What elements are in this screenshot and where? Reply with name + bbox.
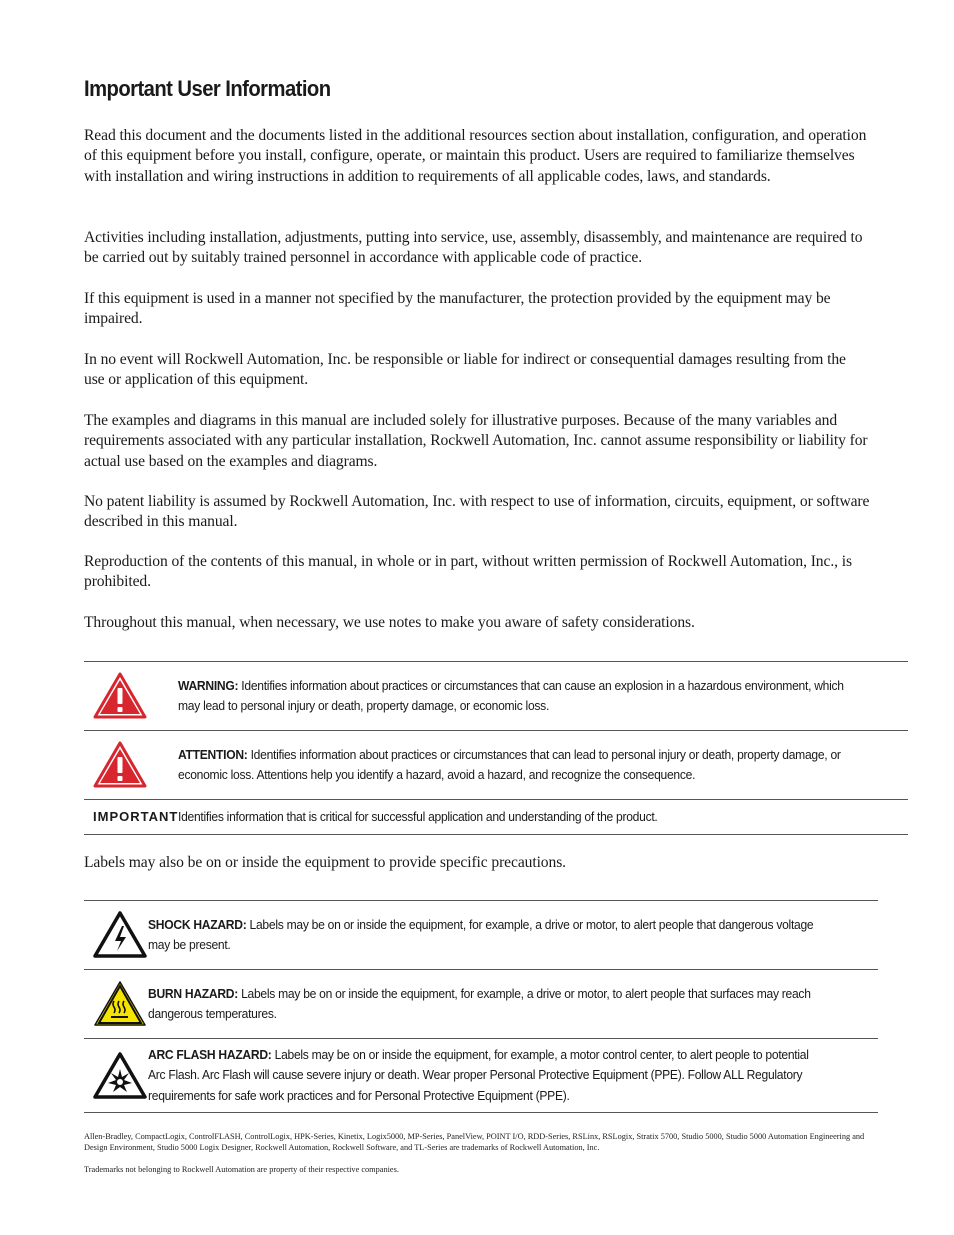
paragraph-patent: No patent liability is assumed by Rockwell Automation, Inc. with respect to use of information, circuits, equipment, or software described in this manual. (84, 493, 870, 531)
burn-hazard-icon (92, 979, 148, 1029)
paragraph-reproduction: Reproduction of the contents of this manual, in whole or in part, without written permission of Rockwell Automation, Inc., is prohibited. (84, 553, 852, 591)
paragraph-protection-impaired: If this equipment is used in a manner not specified by the manufacturer, the protection provided by the equipment may be impaired. (84, 290, 831, 328)
warning-lead: WARNING: (178, 677, 239, 693)
paragraph-read-document: Read this document and the documents listed in the additional resources section about installation, configuration, and operation of this equipment before you install, configure, operate, or maintain this product. Users are required to familiarize themselves with installation and wiring instructions in addition to requirements of all applicable codes, laws, and standards. (84, 127, 867, 185)
trademark-notice: Allen-Bradley, CompactLogix, ControlFLASH, ControlLogix, HPK-Series, Kinetix, Logix5000, MP-Series, PanelView, POINT I/O, RDD-Series, RSLinx, RSLogix, Stratix 5700, Studio 5000, Studio 5000 Automation Engineering and Design Environment, Studio 5000 Logix Designer, Rockwell Automation, Rockwell Software, and TL-Series are trademarks of Rockwell Automation, Inc. (84, 1132, 865, 1152)
shock-hazard-icon (92, 910, 148, 960)
burn-text: Labels may be on or inside the equipment, for example, a drive or motor, to alert people that surfaces may reach dangerous temperatures. (148, 985, 811, 1021)
important-notice-row (84, 800, 908, 835)
paragraph-liability: In no event will Rockwell Automation, Inc. be responsible or liable for indirect or consequential damages resulting from the use or application of this equipment. (84, 351, 846, 389)
paragraph-examples-diagrams: The examples and diagrams in this manual are included solely for illustrative purposes. Because of the many variables and requirements associated with any particular installation, Rockwell Automation, Inc. cannot assume responsibility or liability for actual use based on the examples and diagrams. (84, 412, 868, 470)
important-label: IMPORTANT (93, 808, 179, 824)
attention-triangle-icon (92, 740, 178, 790)
warning-triangle-icon (92, 671, 178, 721)
paragraph-trained-personnel: Activities including installation, adjustments, putting into service, use, assembly, disassembly, and maintenance are required to be carried out by suitably trained personnel in accordance with applicable code of practice. (84, 229, 863, 267)
warning-notice-row (84, 662, 908, 731)
shock-text: Labels may be on or inside the equipment, for example, a drive or motor, to alert people that dangerous voltage may be present. (148, 916, 814, 952)
arc-flash-hazard-icon (92, 1051, 148, 1101)
hazard-labels-table (84, 900, 878, 1113)
burn-lead: BURN HAZARD: (148, 985, 239, 1001)
page-title: Important User Information (84, 76, 331, 101)
arc-flash-hazard-row (84, 1039, 878, 1113)
attention-lead: ATTENTION: (178, 746, 248, 762)
arc-flash-lead: ARC FLASH HAZARD: (148, 1047, 272, 1063)
shock-lead: SHOCK HAZARD: (148, 916, 247, 932)
attention-text: Identifies information about practices or circumstances that can lead to personal injury or death, property damage, or economic loss. Attentions help you identify a hazard, avoid a hazard, and recognize the consequence. (178, 746, 841, 782)
important-text: Identifies information that is critical for successful application and understanding of the product. (178, 808, 658, 824)
attention-notice-row (84, 731, 908, 800)
third-party-trademark-notice: Trademarks not belonging to Rockwell Automation are property of their respective companies. (84, 1165, 399, 1174)
paragraph-safety-notes: Throughout this manual, when necessary, we use notes to make you aware of safety considerations. (84, 614, 695, 631)
safety-notices-table (84, 661, 908, 835)
burn-hazard-row (84, 970, 878, 1039)
labels-intro: Labels may also be on or inside the equipment to provide specific precautions. (84, 854, 566, 871)
shock-hazard-row (84, 901, 878, 970)
arc-flash-text: Labels may be on or inside the equipment, for example, a motor control center, to alert people to potential Arc Flash. Arc Flash will cause severe injury or death. Wear proper Personal Protective Equipment (PPE). Follow ALL Regulatory requirements for safe work practices and for Personal Protective Equipment (PPE). (148, 1047, 809, 1103)
warning-text: Identifies information about practices or circumstances that can cause an explosion in a hazardous environment, which may lead to personal injury or death, property damage, or economic loss. (178, 677, 845, 713)
